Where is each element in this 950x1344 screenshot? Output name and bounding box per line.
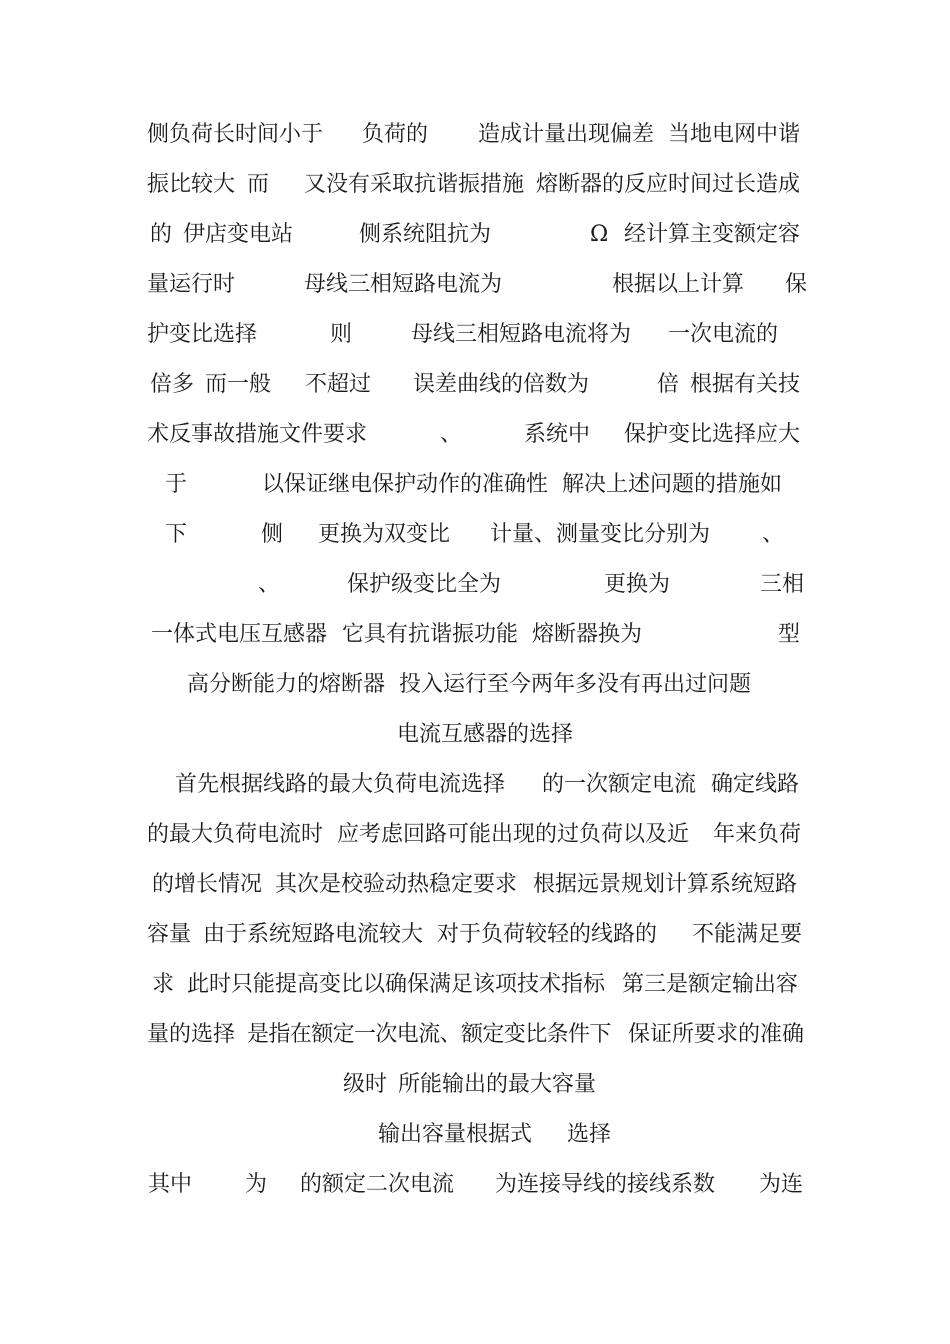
text-segment: 解决上述问题的措施如 bbox=[562, 472, 783, 497]
text-line bbox=[0, 372, 950, 398]
text-segment: 其次是校验动热稳定要求 bbox=[275, 872, 518, 897]
text-line bbox=[0, 622, 950, 648]
text-segment: 选择 bbox=[567, 1122, 612, 1147]
text-segment: Ω bbox=[590, 222, 609, 247]
text-segment: 的最大负荷电流时 bbox=[147, 822, 324, 847]
text-segment: 术反事故措施文件要求 bbox=[147, 422, 368, 447]
text-line bbox=[0, 1172, 950, 1198]
text-line bbox=[0, 572, 950, 598]
text-segment: 又没有采取抗谐振措施 bbox=[304, 172, 525, 197]
text-segment: 振比较大 bbox=[147, 172, 236, 197]
text-segment: 的增长情况 bbox=[152, 872, 263, 897]
text-segment: 一次电流的 bbox=[668, 322, 779, 347]
text-segment: 的一次额定电流 bbox=[542, 772, 697, 797]
text-line bbox=[0, 172, 950, 198]
text-line bbox=[0, 1072, 950, 1098]
text-segment: 护变比选择 bbox=[147, 322, 258, 347]
text-segment: 当地电网中谐 bbox=[668, 122, 801, 147]
text-segment: 首先根据线路的最大负荷电流选择 bbox=[175, 772, 506, 797]
text-line bbox=[0, 772, 950, 798]
text-segment: 倍多 bbox=[150, 372, 195, 397]
text-line bbox=[0, 322, 950, 348]
text-segment: 所能输出的最大容量 bbox=[398, 1072, 597, 1097]
text-segment: 、 bbox=[762, 522, 785, 547]
text-segment: 对于负荷较轻的线路的 bbox=[437, 922, 658, 947]
text-segment: 为连 bbox=[759, 1172, 804, 1197]
text-line bbox=[0, 972, 950, 998]
text-segment: 而一般 bbox=[205, 372, 272, 397]
text-segment: 投入运行至今两年多没有再出过问题 bbox=[399, 672, 752, 697]
text-segment: 为 bbox=[245, 1172, 268, 1197]
text-line bbox=[0, 922, 950, 948]
text-segment: 造成计量出现偏差 bbox=[478, 122, 655, 147]
text-segment: 负荷的 bbox=[362, 122, 429, 147]
text-segment: 而 bbox=[247, 172, 270, 197]
text-line bbox=[0, 872, 950, 898]
text-line bbox=[0, 122, 950, 148]
text-segment: 熔断器换为 bbox=[532, 622, 643, 647]
text-segment: 倍 bbox=[657, 372, 680, 397]
text-segment: 确定线路 bbox=[711, 772, 800, 797]
text-segment: 一体式电压互感器 bbox=[151, 622, 328, 647]
text-segment: 不能满足要 bbox=[692, 922, 803, 947]
text-segment: 计量、测量变比分别为 bbox=[490, 522, 711, 547]
text-segment: 容量 bbox=[147, 922, 192, 947]
text-segment: 下 bbox=[165, 522, 188, 547]
text-segment: 更换为 bbox=[604, 572, 671, 597]
text-segment: 侧负荷长时间小于 bbox=[147, 122, 324, 147]
text-segment: 年来负荷 bbox=[713, 822, 802, 847]
text-segment: 级时 bbox=[343, 1072, 388, 1097]
text-segment: 保护变比选择应大 bbox=[624, 422, 801, 447]
text-segment: 求 bbox=[152, 972, 175, 997]
text-segment: 、 bbox=[258, 572, 281, 597]
text-line bbox=[0, 1022, 950, 1048]
text-segment: 保护级变比全为 bbox=[347, 572, 502, 597]
text-line bbox=[0, 472, 950, 498]
text-segment: 根据有关技 bbox=[690, 372, 801, 397]
text-segment: 误差曲线的倍数为 bbox=[413, 372, 590, 397]
text-segment: 其中 bbox=[148, 1172, 193, 1197]
text-segment: 经计算主变额定容 bbox=[624, 222, 801, 247]
section-heading-text: 电流互感器的选择 bbox=[397, 722, 574, 747]
text-segment: 此时只能提高变比以确保满足该项技术指标 bbox=[187, 972, 606, 997]
text-segment: 型 bbox=[778, 622, 801, 647]
text-segment: 输出容量根据式 bbox=[378, 1122, 533, 1147]
text-line bbox=[0, 422, 950, 448]
text-segment: 应考虑回路可能出现的过负荷以及近 bbox=[337, 822, 690, 847]
text-segment: 系统中 bbox=[524, 422, 591, 447]
text-segment: 母线三相短路电流为 bbox=[304, 272, 503, 297]
text-segment: 根据以上计算 bbox=[612, 272, 745, 297]
text-segment: 则 bbox=[330, 322, 353, 347]
text-line bbox=[0, 822, 950, 848]
text-line bbox=[0, 522, 950, 548]
formula-line bbox=[0, 1122, 950, 1148]
text-segment: 保证所要求的准确 bbox=[628, 1022, 805, 1047]
text-line bbox=[0, 272, 950, 298]
text-segment: 保 bbox=[785, 272, 808, 297]
section-heading bbox=[0, 722, 950, 748]
text-segment: 量运行时 bbox=[147, 272, 236, 297]
text-segment: 它具有抗谐振功能 bbox=[342, 622, 519, 647]
text-segment: 、 bbox=[440, 422, 463, 447]
text-line bbox=[0, 222, 950, 248]
text-segment: 由于系统短路电流较大 bbox=[203, 922, 424, 947]
text-segment: 不超过 bbox=[305, 372, 372, 397]
text-segment: 侧系统阻抗为 bbox=[359, 222, 492, 247]
text-line bbox=[0, 672, 950, 698]
text-segment: 三相 bbox=[760, 572, 805, 597]
text-segment: 母线三相短路电流将为 bbox=[411, 322, 632, 347]
text-segment: 于 bbox=[165, 472, 188, 497]
text-segment: 侧 bbox=[261, 522, 284, 547]
text-segment: 更换为双变比 bbox=[318, 522, 451, 547]
text-segment: 的额定二次电流 bbox=[300, 1172, 455, 1197]
text-segment: 熔断器的反应时间过长造成 bbox=[536, 172, 801, 197]
text-segment: 为连接导线的接线系数 bbox=[495, 1172, 716, 1197]
text-segment: 根据远景规划计算系统短路 bbox=[533, 872, 798, 897]
text-segment: 的 bbox=[150, 222, 173, 247]
text-segment: 伊店变电站 bbox=[183, 222, 294, 247]
text-segment: 第三是额定输出容 bbox=[622, 972, 799, 997]
text-segment: 以保证继电保护动作的准确性 bbox=[262, 472, 549, 497]
text-segment: 高分断能力的熔断器 bbox=[187, 672, 386, 697]
text-segment: 量的选择 bbox=[147, 1022, 236, 1047]
text-segment: 是指在额定一次电流、额定变比条件下 bbox=[247, 1022, 611, 1047]
